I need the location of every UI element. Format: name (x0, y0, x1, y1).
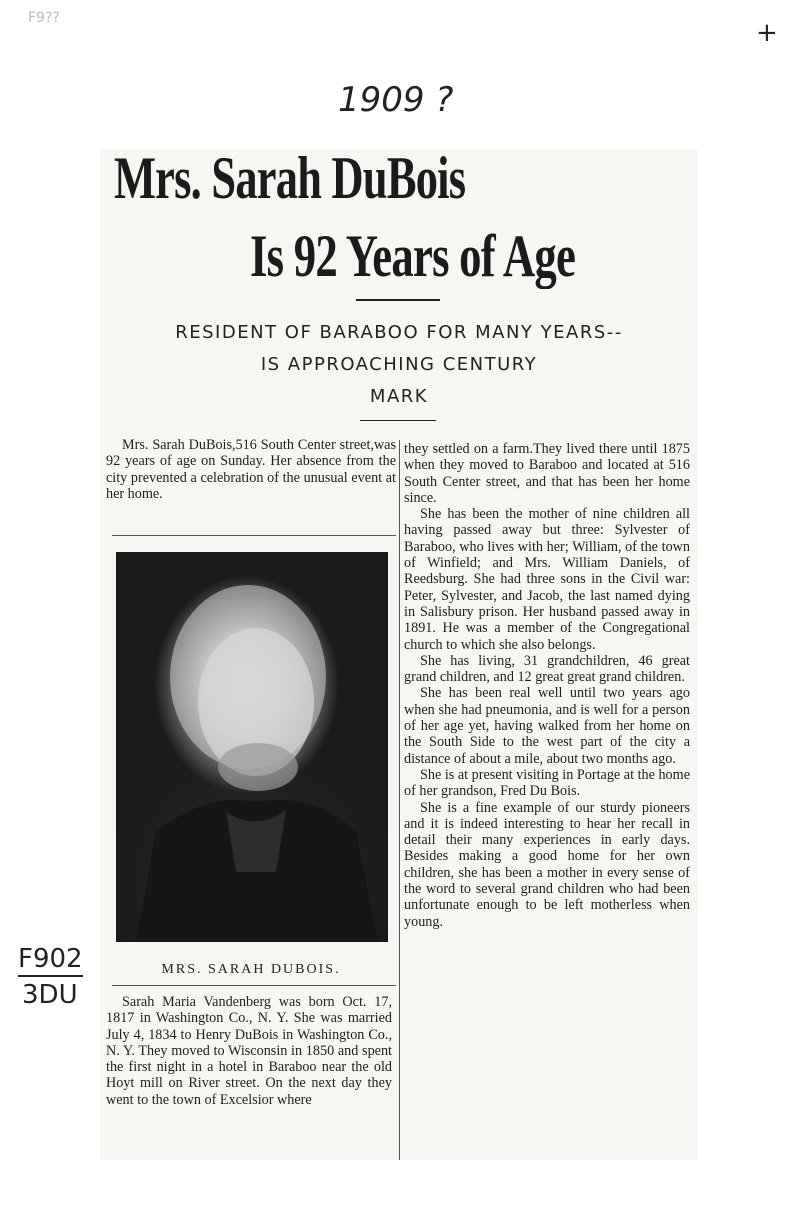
article-paragraph: She has been the mother of nine children all having passed away but three: Sylvester of Baraboo, who lives with her; William, of the town of Winfield; and Mrs. William Daniels, of Reedsburg. She had three sons in the Civil war: Peter, Sylvester, and Jacob, the last named dying in Salisbury prison. Her husband passed away in 1891. He was a member of the Congregational church to which she also belongs. (404, 506, 690, 653)
article-paragraph: She has been real well until two years ago when she had pneumonia, and is well for a person of her age yet, having walked from her home on the South Side to the west part of the city a distance of about a mile, about two months ago. (404, 685, 690, 767)
article-column-2 (404, 441, 690, 930)
call-number-line-1: F902 (18, 944, 83, 977)
article-paragraph: Mrs. Sarah DuBois,516 South Center street,was 92 years of age on Sunday. Her absence from the city prevented a celebration of the unusual event at her home. (106, 437, 396, 502)
column-divider (399, 440, 400, 1160)
call-number-line-2: 3DU (22, 980, 78, 1010)
article-paragraph: She has living, 31 grandchildren, 46 great grand children, and 12 great great grand children. (404, 652, 690, 686)
article-paragraph: they settled on a farm.They lived there until 1875 when they moved to Baraboo and located at 516 South Center street, and that has been her home since. (404, 441, 690, 506)
subhead-line-1: RESIDENT OF BARABOO FOR MANY YEARS-- (175, 322, 623, 343)
corner-mark: + (756, 18, 778, 48)
subhead-rule (360, 420, 436, 421)
article-column-1-biography (106, 994, 392, 1108)
headline-line-1: Mrs. Sarah DuBois (114, 145, 466, 211)
article-paragraph: She is a fine example of our sturdy pioneers and it is indeed interesting to hear her recall in detail their many experiences in early days. Besides making a good home for her own children, she has been a mother in every sense of the word to several grand children who had been unfortunate enough to be left motherless when young. (404, 799, 690, 930)
corner-note: F9?? (28, 10, 60, 26)
article-paragraph: She is at present visiting in Portage at the home of her grandson, Fred Du Bois. (404, 766, 690, 800)
headline-line-2: Is 92 Years of Age (250, 223, 576, 289)
handwritten-year: 1909 ? (338, 80, 454, 120)
caption-rule (112, 985, 396, 986)
subhead-line-3: MARK (369, 386, 429, 407)
subhead-line-2: IS APPROACHING CENTURY (260, 354, 538, 375)
photo-top-rule (112, 535, 396, 536)
portrait-silhouette (116, 552, 388, 942)
headline-rule (356, 299, 440, 301)
portrait-photo (116, 552, 388, 942)
article-paragraph: Sarah Maria Vandenberg was born Oct. 17, 1817 in Washington Co., N. Y. She was married July 4, 1834 to Henry DuBois in Washington Co., N. Y. They moved to Wisconsin in 1850 and spent the first night in a hotel in Baraboo near the old Hoyt mill on River street. On the next day they went to the town of Excelsior where (106, 994, 392, 1108)
photo-caption: MRS. SARAH DUBOIS. (161, 962, 341, 977)
article-column-1-intro (106, 437, 396, 502)
